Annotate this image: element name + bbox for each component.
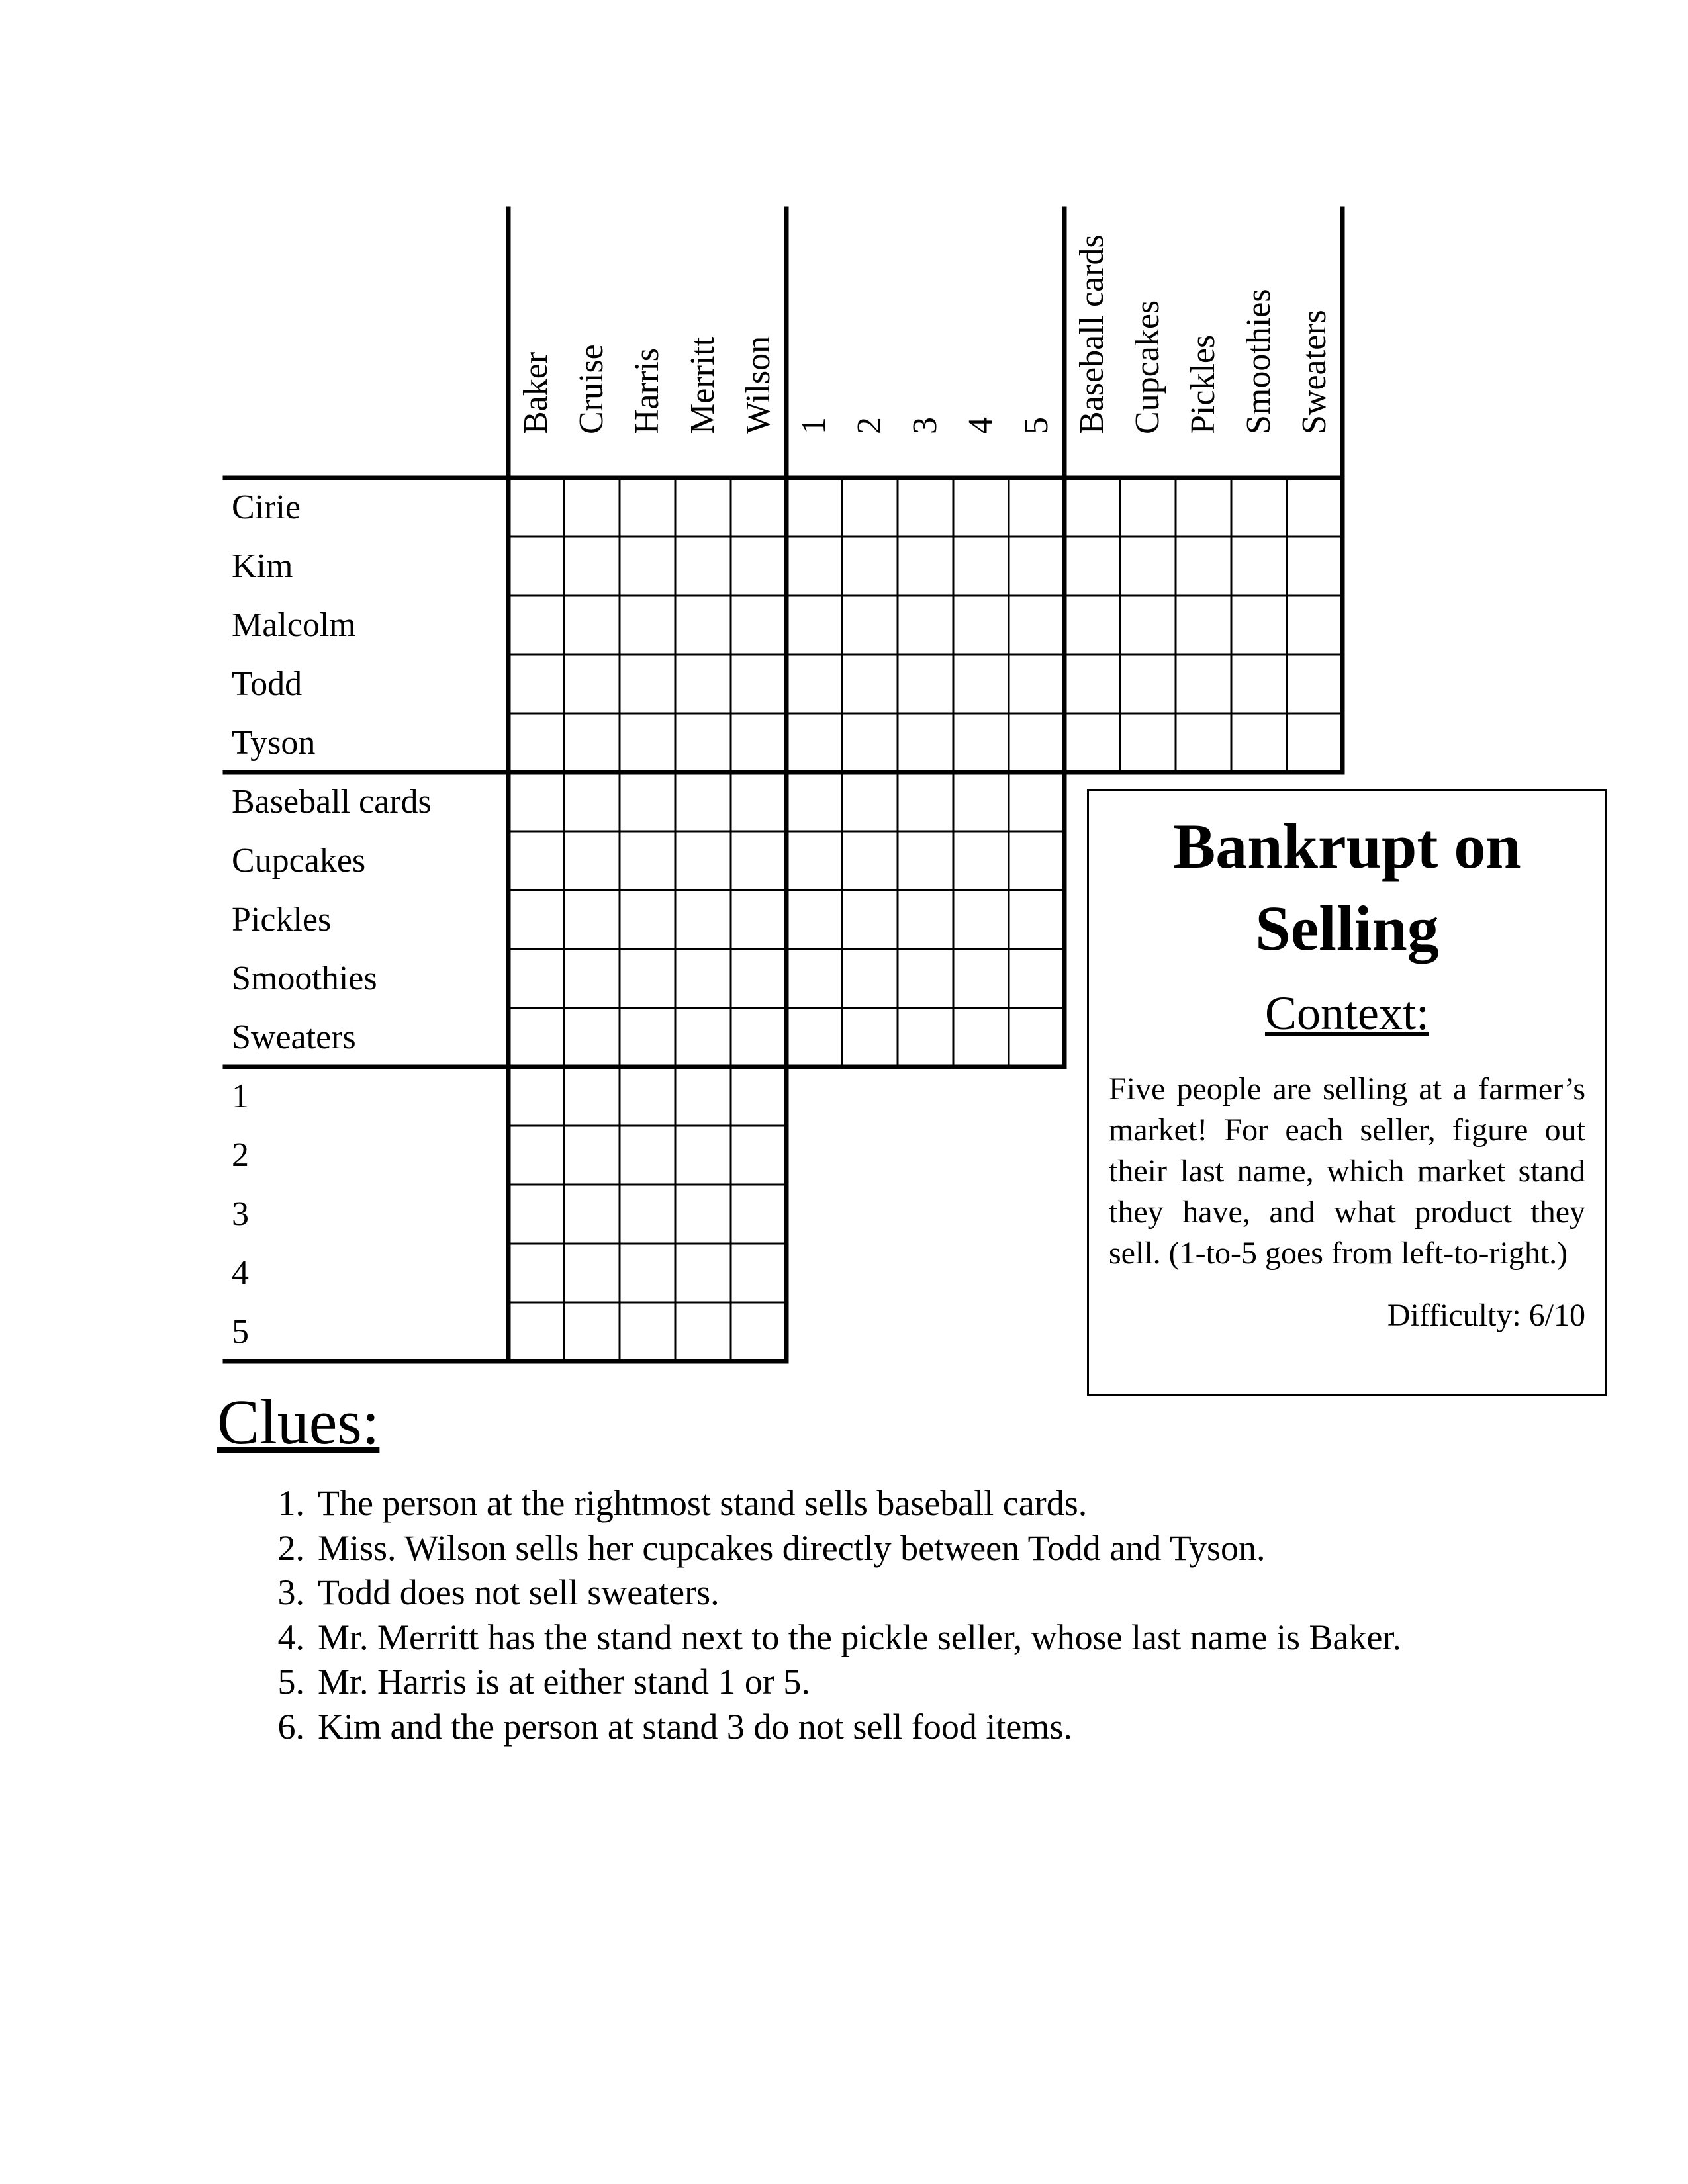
column-label-text: Cruise (573, 344, 610, 434)
grid-cell[interactable] (675, 655, 731, 713)
grid-cell[interactable] (731, 713, 786, 772)
grid-cell[interactable] (508, 478, 564, 537)
grid-cell[interactable] (675, 1244, 731, 1302)
grid-cell[interactable] (1064, 596, 1120, 655)
grid-cell[interactable] (508, 831, 564, 890)
grid-cell[interactable] (508, 655, 564, 713)
grid-cell[interactable] (731, 831, 786, 890)
clue-text: Mr. Merritt has the stand next to the pickle seller, whose last name is Baker. (318, 1617, 1401, 1657)
column-label-stands (1009, 213, 1064, 478)
grid-cell[interactable] (953, 655, 1009, 713)
grid-cell[interactable] (786, 596, 842, 655)
grid-cell[interactable] (564, 1302, 620, 1361)
grid-cell[interactable] (731, 1302, 786, 1361)
grid-cell[interactable] (731, 1244, 786, 1302)
column-label-text: 4 (962, 417, 1000, 434)
row-label-products: Smoothies (232, 960, 377, 997)
grid-cell[interactable] (1287, 537, 1342, 596)
grid-cell[interactable] (508, 1067, 564, 1126)
clue-item (258, 1570, 1401, 1615)
column-label-text: 3 (906, 417, 944, 434)
clues-list (258, 1481, 1401, 1749)
row-label-first-names: Cirie (232, 488, 301, 526)
grid-cell[interactable] (620, 655, 675, 713)
grid-cell[interactable] (898, 596, 953, 655)
grid-cell[interactable] (1009, 537, 1064, 596)
row-label-first-names: Malcolm (232, 606, 356, 644)
grid-cell[interactable] (564, 1067, 620, 1126)
grid-cell[interactable] (898, 831, 953, 890)
column-label-text: Baker (517, 351, 555, 434)
grid-cell[interactable] (731, 537, 786, 596)
row-label-stands: 2 (232, 1136, 249, 1174)
grid-cell[interactable] (508, 1302, 564, 1361)
grid-cell[interactable] (1009, 1008, 1064, 1067)
grid-cell[interactable] (620, 831, 675, 890)
grid-cell[interactable] (953, 772, 1009, 831)
grid-cell[interactable] (731, 1126, 786, 1185)
column-label-text: Wilson (739, 336, 777, 434)
row-label-stands: 1 (232, 1077, 249, 1115)
column-label-text: Sweaters (1295, 310, 1333, 434)
grid-cell[interactable] (842, 890, 898, 949)
column-label-products (1120, 213, 1176, 478)
grid-cell[interactable] (953, 713, 1009, 772)
grid-cell[interactable] (1009, 949, 1064, 1008)
grid-cell[interactable] (620, 713, 675, 772)
grid-cell[interactable] (1231, 655, 1287, 713)
grid-cell[interactable] (842, 655, 898, 713)
context-heading: Context: (1265, 987, 1429, 1040)
grid-cell[interactable] (508, 1244, 564, 1302)
grid-cell[interactable] (564, 1185, 620, 1244)
grid-cell[interactable] (842, 596, 898, 655)
grid-cell[interactable] (1287, 478, 1342, 537)
grid-cell[interactable] (620, 1185, 675, 1244)
grid-cell[interactable] (786, 478, 842, 537)
column-label-text: Baseball cards (1073, 234, 1111, 434)
grid-cell[interactable] (1176, 655, 1231, 713)
grid-cell[interactable] (1009, 713, 1064, 772)
grid-cell[interactable] (564, 478, 620, 537)
grid-cell[interactable] (620, 478, 675, 537)
grid-cell[interactable] (675, 1185, 731, 1244)
column-label-last-names (620, 213, 675, 478)
grid-cell[interactable] (898, 478, 953, 537)
grid-cell[interactable] (564, 831, 620, 890)
column-label-products (1287, 213, 1342, 478)
clue-text: Todd does not sell sweaters. (318, 1572, 720, 1612)
grid-cell[interactable] (842, 949, 898, 1008)
grid-cell[interactable] (675, 537, 731, 596)
grid-cell[interactable] (620, 537, 675, 596)
clue-item (258, 1526, 1401, 1571)
grid-cell[interactable] (564, 1244, 620, 1302)
row-label-products: Baseball cards (232, 783, 432, 821)
grid-cell[interactable] (842, 831, 898, 890)
grid-cell[interactable] (675, 890, 731, 949)
grid-cell[interactable] (675, 831, 731, 890)
grid-cell[interactable] (786, 831, 842, 890)
clue-number: 4. (277, 1617, 305, 1657)
grid-cell[interactable] (675, 949, 731, 1008)
clue-text: Miss. Wilson sells her cupcakes directly between Todd and Tyson. (318, 1527, 1266, 1568)
grid-cell[interactable] (675, 1126, 731, 1185)
grid-cell[interactable] (1009, 831, 1064, 890)
grid-cell[interactable] (898, 713, 953, 772)
grid-cell[interactable] (731, 478, 786, 537)
grid-cell[interactable] (1231, 713, 1287, 772)
clue-number: 5. (277, 1662, 305, 1702)
grid-cell[interactable] (842, 478, 898, 537)
grid-cell[interactable] (508, 890, 564, 949)
row-label-first-names: Kim (232, 547, 293, 585)
grid-cell[interactable] (953, 596, 1009, 655)
grid-cell[interactable] (564, 949, 620, 1008)
grid-cell[interactable] (1176, 537, 1231, 596)
column-label-stands (842, 213, 898, 478)
grid-cell[interactable] (842, 772, 898, 831)
grid-cell[interactable] (898, 772, 953, 831)
grid-cell[interactable] (508, 1185, 564, 1244)
column-label-last-names (564, 213, 620, 478)
grid-cell[interactable] (620, 772, 675, 831)
column-label-text: Harris (628, 348, 666, 434)
grid-cell[interactable] (842, 1008, 898, 1067)
grid-cell[interactable] (1231, 596, 1287, 655)
grid-cell[interactable] (953, 949, 1009, 1008)
difficulty-label: Difficulty: 6/10 (1387, 1298, 1585, 1333)
grid-cell[interactable] (620, 949, 675, 1008)
column-label-text: 5 (1017, 417, 1055, 434)
grid-cell[interactable] (675, 1302, 731, 1361)
grid-cell[interactable] (1064, 655, 1120, 713)
column-label-text: Cupcakes (1129, 300, 1166, 434)
grid-cell[interactable] (508, 772, 564, 831)
grid-cell[interactable] (786, 949, 842, 1008)
grid-cell[interactable] (675, 713, 731, 772)
grid-cell[interactable] (1064, 537, 1120, 596)
grid-cell[interactable] (508, 949, 564, 1008)
grid-cell[interactable] (675, 1067, 731, 1126)
column-label-last-names (731, 213, 786, 478)
clues-heading: Clues: (217, 1387, 380, 1457)
grid-cell[interactable] (786, 655, 842, 713)
grid-cell[interactable] (953, 478, 1009, 537)
clue-text: Mr. Harris is at either stand 1 or 5. (318, 1662, 810, 1702)
grid-cell[interactable] (842, 713, 898, 772)
column-label-stands (898, 213, 953, 478)
grid-cell[interactable] (620, 1302, 675, 1361)
grid-cell[interactable] (564, 1008, 620, 1067)
grid-cell[interactable] (1120, 713, 1176, 772)
grid-cell[interactable] (1120, 596, 1176, 655)
grid-cell[interactable] (564, 890, 620, 949)
grid-cell[interactable] (1120, 478, 1176, 537)
grid-cell[interactable] (1231, 478, 1287, 537)
grid-cell[interactable] (620, 596, 675, 655)
grid-cell[interactable] (1176, 478, 1231, 537)
clue-number: 1. (277, 1483, 305, 1523)
grid-cell[interactable] (842, 537, 898, 596)
row-label-products: Sweaters (232, 1019, 356, 1056)
grid-cell[interactable] (731, 890, 786, 949)
grid-cell[interactable] (620, 890, 675, 949)
grid-cell[interactable] (1009, 772, 1064, 831)
column-label-text: Smoothies (1240, 289, 1278, 434)
grid-cell[interactable] (675, 478, 731, 537)
context-text: Five people are selling at a farmer’s market! For each seller, figure out their last name, which market stand they have, and what product they sell. (1-to-5 goes from left-to-right.) (1109, 1071, 1585, 1271)
grid-cell[interactable] (786, 537, 842, 596)
grid-cell[interactable] (1287, 655, 1342, 713)
grid-cell[interactable] (953, 890, 1009, 949)
grid-cell[interactable] (1009, 478, 1064, 537)
grid-cell[interactable] (731, 596, 786, 655)
row-label-products: Pickles (232, 901, 332, 938)
grid-cell[interactable] (508, 537, 564, 596)
grid-cell[interactable] (731, 1008, 786, 1067)
grid-cell[interactable] (1009, 655, 1064, 713)
grid-cell[interactable] (898, 655, 953, 713)
column-label-text: 1 (795, 417, 833, 434)
puzzle-info-box (1087, 789, 1607, 1396)
grid-cell[interactable] (731, 1185, 786, 1244)
grid-cell[interactable] (564, 537, 620, 596)
column-label-last-names (508, 213, 564, 478)
grid-cell[interactable] (508, 1126, 564, 1185)
grid-cell[interactable] (675, 596, 731, 655)
clue-text: Kim and the person at stand 3 do not sell food items. (318, 1706, 1072, 1747)
grid-cell[interactable] (1120, 655, 1176, 713)
column-label-stands (953, 213, 1009, 478)
grid-cell[interactable] (898, 1008, 953, 1067)
grid-cell[interactable] (1176, 596, 1231, 655)
grid-cell[interactable] (953, 1008, 1009, 1067)
clue-number: 2. (277, 1527, 305, 1568)
grid-cell[interactable] (620, 1008, 675, 1067)
column-label-products (1176, 213, 1231, 478)
column-label-products (1064, 213, 1120, 478)
grid-cell[interactable] (1009, 596, 1064, 655)
grid-cell[interactable] (731, 655, 786, 713)
clue-item (258, 1615, 1401, 1661)
row-label-stands: 3 (232, 1195, 249, 1233)
grid-cell[interactable] (564, 596, 620, 655)
grid-cell[interactable] (898, 949, 953, 1008)
grid-cell[interactable] (898, 537, 953, 596)
column-label-products (1231, 213, 1287, 478)
clue-number: 6. (277, 1706, 305, 1747)
grid-cell[interactable] (508, 713, 564, 772)
grid-cell[interactable] (1009, 890, 1064, 949)
grid-cell[interactable] (1064, 478, 1120, 537)
grid-cell[interactable] (508, 596, 564, 655)
grid-cell[interactable] (1064, 713, 1120, 772)
grid-cell[interactable] (731, 772, 786, 831)
grid-cell[interactable] (620, 1244, 675, 1302)
column-label-last-names (675, 213, 731, 478)
grid-cell[interactable] (953, 831, 1009, 890)
column-label-text: 2 (851, 417, 888, 434)
row-label-products: Cupcakes (232, 842, 366, 880)
grid-cell[interactable] (731, 949, 786, 1008)
grid-cell[interactable] (898, 890, 953, 949)
grid-cell[interactable] (786, 890, 842, 949)
grid-cell[interactable] (786, 1008, 842, 1067)
grid-cell[interactable] (1231, 537, 1287, 596)
grid-cell[interactable] (564, 655, 620, 713)
puzzle-title: Bankrupt on Selling (1173, 811, 1521, 964)
grid-cell[interactable] (786, 713, 842, 772)
grid-cell[interactable] (564, 1126, 620, 1185)
grid-cell[interactable] (1287, 596, 1342, 655)
clue-item (258, 1660, 1401, 1705)
grid-cell[interactable] (508, 1008, 564, 1067)
row-label-stands: 5 (232, 1313, 249, 1351)
column-label-text: Pickles (1184, 334, 1222, 434)
grid-cell[interactable] (1120, 537, 1176, 596)
grid-cell[interactable] (675, 772, 731, 831)
clue-text: The person at the rightmost stand sells baseball cards. (318, 1483, 1088, 1523)
grid-cell[interactable] (620, 1067, 675, 1126)
grid-cell[interactable] (1287, 713, 1342, 772)
grid-cell[interactable] (953, 537, 1009, 596)
grid-cell[interactable] (564, 713, 620, 772)
grid-cell[interactable] (620, 1126, 675, 1185)
column-label-stands (786, 213, 842, 478)
row-label-stands: 4 (232, 1254, 249, 1292)
grid-cell[interactable] (675, 1008, 731, 1067)
row-label-first-names: Todd (232, 665, 303, 703)
column-label-text: Merritt (684, 336, 722, 434)
row-label-first-names: Tyson (232, 724, 316, 762)
clue-number: 3. (277, 1572, 305, 1612)
grid-cell[interactable] (786, 772, 842, 831)
grid-cell[interactable] (564, 772, 620, 831)
grid-cell[interactable] (731, 1067, 786, 1126)
grid-cell[interactable] (1176, 713, 1231, 772)
clue-item (258, 1481, 1401, 1526)
clue-item (258, 1705, 1401, 1750)
